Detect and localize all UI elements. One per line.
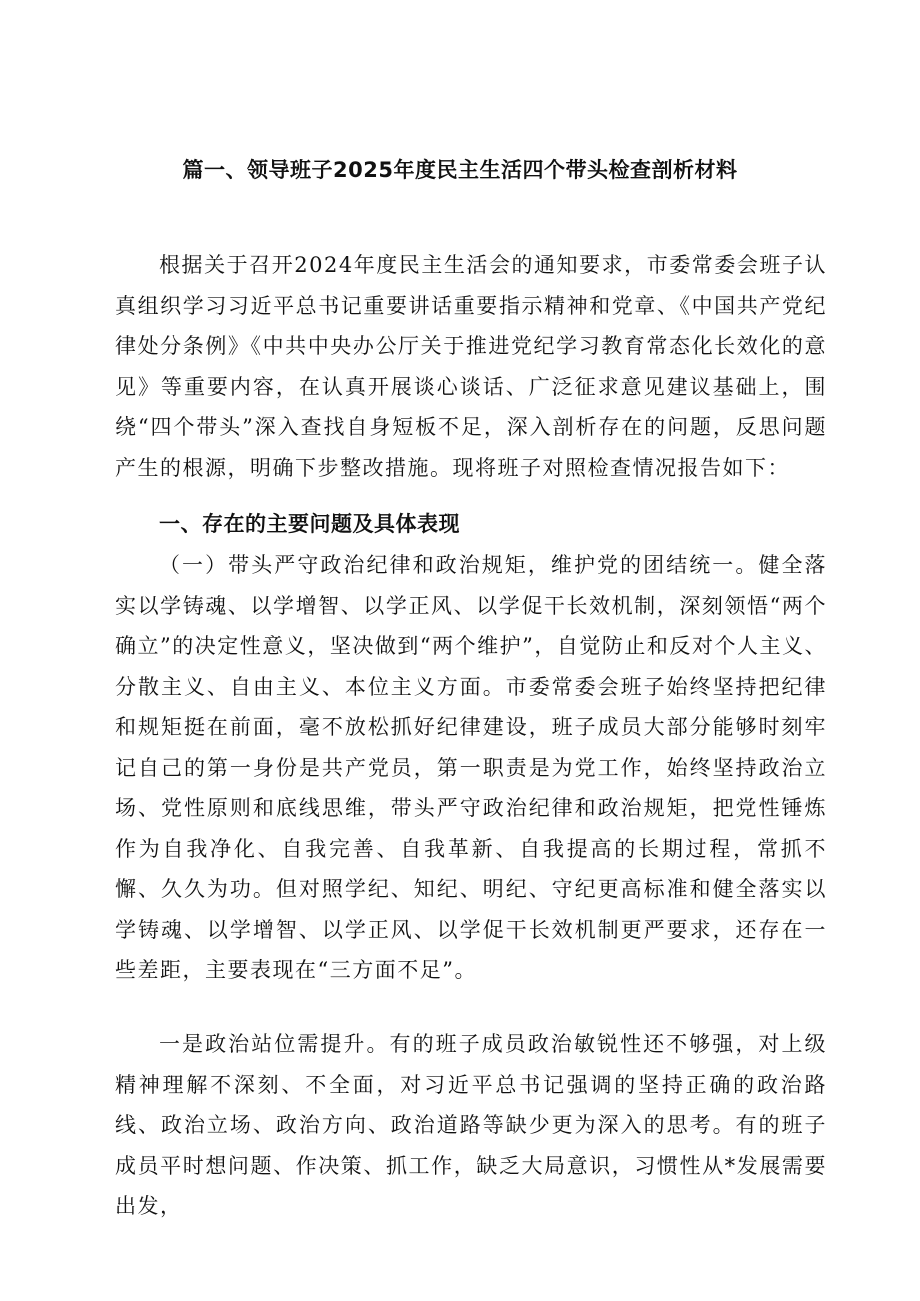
document-title: 篇一、领导班子2025年度民主生活四个带头检查剖析材料: [182, 158, 738, 182]
subsection-paragraph: （一）带头严守政治纪律和政治规矩，维护党的团结统一。健全落实以学铸魂、以学增智、以学正风、以学促干长效机制，深刻领悟“两个确立”的决定性意义，坚决做到“两个维护”，自觉防止和反对个人主义、分散主义、自由主义、本位主义方面。市委常委会班子始终坚持把纪律和规矩挺在前面，毫不放松抓好纪律建设，班子成员大部分能够时刻牢记自己的第一身份是共产党员，第一职责是为党工作，始终坚持政治立场、党性原则和底线思维，带头严守政治纪律和政治规矩，把党性锤炼作为自我净化、自我完善、自我革新、自我提高的长期过程，常抓不懈、久久为功。但对照学纪、知纪、明纪、守纪更高标准和健全落实以学铸魂、以学增智、以学正风、以学促干长效机制更严要求，还存在一些差距，主要表现在“三方面不足”。: [115, 553, 827, 982]
section-heading: 一、存在的主要问题及具体表现: [159, 512, 460, 536]
intro-paragraph: 根据关于召开2024年度民主生活会的通知要求，市委常委会班子认真组织学习习近平总书记重要讲话重要指示精神和党章、《中国共产党纪律处分条例》《中共中央办公厅关于推进党纪学习教育常态化长效化的意见》等重要内容，在认真开展谈心谈话、广泛征求意见建议基础上，围绕“四个带头”深入查找自身短板不足，深入剖析存在的问题，反思问题产生的根源，明确下步整改措施。现将班子对照检查情况报告如下：: [115, 253, 827, 480]
point-paragraph: 一是政治站位需提升。有的班子成员政治敏锐性还不够强，对上级精神理解不深刻、不全面，对习近平总书记强调的坚持正确的政治路线、政治立场、政治方向、政治道路等缺少更为深入的思考。有的班子成员平时想问题、作决策、抓工作，缺乏大局意识，习惯性从*发展需要出发，: [115, 1032, 827, 1218]
